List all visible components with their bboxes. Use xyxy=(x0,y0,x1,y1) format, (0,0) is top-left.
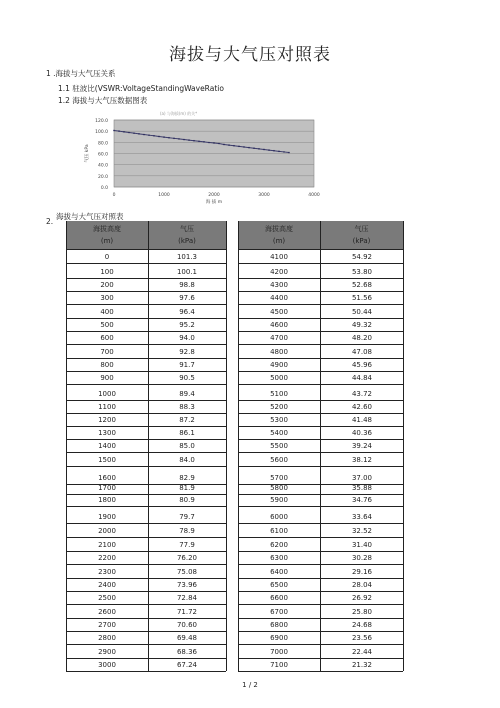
pressure-cell: 92.8 xyxy=(179,348,195,356)
pressure-cell: 69.48 xyxy=(176,634,198,642)
altitude-cell: 6600 xyxy=(270,594,288,602)
subsection-1-1: 1.1 驻波比(VSWR:VoltageStandingWaveRatio xyxy=(58,84,224,93)
altitude-cell: 4500 xyxy=(270,308,288,316)
altitude-cell: 1600 xyxy=(98,474,116,482)
data-point xyxy=(193,140,195,142)
table-rule xyxy=(66,304,226,305)
pressure-cell: 87.2 xyxy=(179,416,195,424)
data-point xyxy=(273,150,275,152)
altitude-cell: 6300 xyxy=(270,554,288,562)
altitude-cell: 4200 xyxy=(270,268,288,276)
altitude-cell: 800 xyxy=(100,361,114,369)
table-rule xyxy=(66,466,226,467)
pressure-cell: 100.1 xyxy=(176,268,198,276)
data-point xyxy=(248,147,250,149)
table-rule xyxy=(66,344,226,345)
table-rule xyxy=(66,384,226,385)
data-point xyxy=(233,145,235,147)
altitude-pressure-chart xyxy=(80,106,330,206)
altitude-cell: 1500 xyxy=(98,456,116,464)
data-point xyxy=(263,149,265,151)
altitude-cell: 4100 xyxy=(270,253,288,261)
data-point xyxy=(178,138,180,140)
y-axis-label: 气压 kPa xyxy=(85,144,90,163)
altitude-cell: 5900 xyxy=(270,496,288,504)
pressure-cell: 41.48 xyxy=(351,416,373,424)
y-tick-label: 80.0 xyxy=(97,141,108,147)
pressure-cell: 40.36 xyxy=(351,429,373,437)
altitude-cell: 2000 xyxy=(98,527,116,535)
altitude-cell: 700 xyxy=(100,348,114,356)
pressure-cell: 89.4 xyxy=(179,390,195,398)
pressure-cell: 84.0 xyxy=(179,456,195,464)
table-rule xyxy=(66,564,226,565)
pressure-cell: 21.32 xyxy=(351,661,373,669)
altitude-cell: 1700 xyxy=(98,484,116,492)
pressure-cell: 67.24 xyxy=(176,661,198,669)
altitude-cell: 2900 xyxy=(98,648,116,656)
altitude-cell: 1000 xyxy=(98,390,116,398)
data-point xyxy=(203,141,205,143)
pressure-cell: 44.84 xyxy=(351,374,373,382)
pressure-cell: 34.76 xyxy=(351,496,373,504)
pressure-cell: 101.3 xyxy=(176,253,198,261)
table-column-rule xyxy=(320,221,321,671)
pressure-cell: 81.9 xyxy=(179,484,195,492)
section2-number: 2. xyxy=(46,217,54,226)
altitude-cell: 6500 xyxy=(270,581,288,589)
data-point xyxy=(173,138,175,140)
pressure-cell: 37.00 xyxy=(351,474,373,482)
altitude-cell: 4300 xyxy=(270,281,288,289)
pressure-cell: 70.60 xyxy=(176,621,198,629)
pressure-cell: 47.08 xyxy=(351,348,373,356)
pressure-cell: 54.92 xyxy=(351,253,373,261)
y-tick-label: 40.0 xyxy=(97,163,108,169)
data-point xyxy=(113,130,115,132)
pressure-cell: 97.6 xyxy=(179,294,195,302)
pressure-cell: 43.72 xyxy=(351,390,373,398)
altitude-cell: 7000 xyxy=(270,648,288,656)
altitude-cell: 2700 xyxy=(98,621,116,629)
altitude-cell: 5100 xyxy=(270,390,288,398)
data-point xyxy=(278,151,280,153)
altitude-cell: 1200 xyxy=(98,416,116,424)
data-point xyxy=(268,149,270,151)
data-point xyxy=(208,142,210,144)
data-point xyxy=(138,133,140,135)
pressure-cell: 23.56 xyxy=(351,634,373,642)
y-tick-label: 20.0 xyxy=(97,174,108,180)
pressure-cell: 78.9 xyxy=(179,527,195,535)
table-rule xyxy=(66,537,226,538)
data-point xyxy=(158,136,160,138)
pressure-cell: 33.64 xyxy=(351,513,373,521)
altitude-cell: 5600 xyxy=(270,456,288,464)
x-tick-label: 1000 xyxy=(158,193,170,198)
data-point xyxy=(238,146,240,148)
altitude-cell: 2500 xyxy=(98,594,116,602)
table-rule xyxy=(66,263,226,264)
altitude-cell: 4800 xyxy=(270,348,288,356)
table-rule xyxy=(66,249,226,250)
pressure-cell: 96.4 xyxy=(179,308,195,316)
data-point xyxy=(228,144,230,146)
altitude-cell: 300 xyxy=(100,294,114,302)
altitude-cell: 100 xyxy=(100,268,114,276)
altitude-cell: 1100 xyxy=(98,403,116,411)
header-pressure-left: 气压 (kPa) xyxy=(178,225,196,245)
pressure-cell: 48.20 xyxy=(351,334,373,342)
pressure-cell: 71.72 xyxy=(176,608,198,616)
header-pressure-right: 气压 (kPa) xyxy=(352,225,371,245)
pressure-cell: 35.88 xyxy=(351,484,373,492)
data-point xyxy=(143,134,145,136)
altitude-cell: 5700 xyxy=(270,474,288,482)
data-point xyxy=(283,151,285,153)
altitude-cell: 4900 xyxy=(270,361,288,369)
data-point xyxy=(128,132,130,134)
altitude-cell: 500 xyxy=(100,321,114,329)
pressure-cell: 53.80 xyxy=(351,268,373,276)
pressure-cell: 73.96 xyxy=(176,581,198,589)
pressure-cell: 77.9 xyxy=(179,541,195,549)
pressure-cell: 45.96 xyxy=(351,361,373,369)
data-point xyxy=(288,152,290,154)
y-tick-label: 60.0 xyxy=(97,152,108,158)
header-altitude-right: 海拔高度 (m) xyxy=(265,225,293,245)
pressure-cell: 39.24 xyxy=(351,442,373,450)
altitude-cell: 5400 xyxy=(270,429,288,437)
altitude-cell: 2200 xyxy=(98,554,116,562)
altitude-cell: 1400 xyxy=(98,442,116,450)
pressure-cell: 38.12 xyxy=(351,456,373,464)
altitude-cell: 4700 xyxy=(270,334,288,342)
page-title: 海拔与大气压对照表 xyxy=(169,45,331,65)
table-rule xyxy=(238,671,403,672)
data-point xyxy=(123,131,125,133)
table-column-rule xyxy=(148,221,149,671)
pressure-cell: 95.2 xyxy=(179,321,195,329)
altitude-cell: 7100 xyxy=(270,661,288,669)
altitude-cell: 1800 xyxy=(98,496,116,504)
section1-heading: 1 .海拔与大气压关系 xyxy=(46,69,116,78)
data-point xyxy=(223,144,225,146)
altitude-cell: 6800 xyxy=(270,621,288,629)
x-axis-label: 海 拔 m xyxy=(205,200,223,205)
table-column-rule xyxy=(238,221,239,671)
table-column-rule xyxy=(66,221,67,671)
data-point xyxy=(183,139,185,141)
altitude-cell: 0 xyxy=(104,253,110,261)
pressure-cell: 25.80 xyxy=(351,608,373,616)
altitude-cell: 200 xyxy=(100,281,114,289)
data-point xyxy=(163,136,165,138)
altitude-cell: 2300 xyxy=(98,568,116,576)
pressure-cell: 28.04 xyxy=(351,581,373,589)
pressure-cell: 24.68 xyxy=(351,621,373,629)
table-rule xyxy=(66,523,226,524)
table-column-rule xyxy=(403,221,404,671)
data-point xyxy=(258,148,260,150)
pressure-cell: 98.8 xyxy=(179,281,195,289)
altitude-cell: 5000 xyxy=(270,374,288,382)
pressure-cell: 91.7 xyxy=(179,361,195,369)
data-point xyxy=(243,146,245,148)
table-rule xyxy=(66,604,226,605)
altitude-cell: 1300 xyxy=(98,429,116,437)
pressure-cell: 82.9 xyxy=(179,474,195,482)
table-rule xyxy=(66,671,226,672)
pressure-cell: 50.44 xyxy=(351,308,373,316)
page-number: 1 / 2 xyxy=(242,681,258,689)
pressure-cell: 86.1 xyxy=(179,429,195,437)
altitude-cell: 6900 xyxy=(270,634,288,642)
altitude-cell: 5800 xyxy=(270,484,288,492)
pressure-cell: 30.28 xyxy=(351,554,373,562)
altitude-cell: 5300 xyxy=(270,416,288,424)
x-tick-label: 3000 xyxy=(258,193,270,198)
altitude-cell: 2400 xyxy=(98,581,116,589)
data-point xyxy=(253,147,255,149)
x-tick-label: 2000 xyxy=(208,193,220,198)
altitude-cell: 2600 xyxy=(98,608,116,616)
table-rule xyxy=(66,452,226,453)
table-rule xyxy=(66,644,226,645)
header-altitude-left: 海拔高度 (m) xyxy=(93,225,121,245)
data-point xyxy=(118,130,120,132)
altitude-cell: 2800 xyxy=(98,634,116,642)
altitude-cell: 400 xyxy=(100,308,114,316)
altitude-cell: 3000 xyxy=(98,661,116,669)
y-tick-label: 100.0 xyxy=(95,130,108,136)
pressure-cell: 29.16 xyxy=(351,568,373,576)
pressure-cell: 80.9 xyxy=(179,496,195,504)
altitude-cell: 6000 xyxy=(270,513,288,521)
y-tick-label: 120.0 xyxy=(95,119,108,124)
altitude-cell: 6400 xyxy=(270,568,288,576)
pressure-cell: 32.52 xyxy=(351,527,373,535)
pressure-cell: 94.0 xyxy=(179,334,195,342)
data-point xyxy=(213,142,215,144)
subsection-1-2: 1.2 海拔与大气压数据图表 xyxy=(58,96,148,105)
x-tick-label: 0 xyxy=(112,193,116,198)
pressure-cell: 90.5 xyxy=(179,374,195,382)
pressure-cell: 68.36 xyxy=(176,648,198,656)
pressure-cell: 79.7 xyxy=(179,513,195,521)
altitude-cell: 6200 xyxy=(270,541,288,549)
data-point xyxy=(198,140,200,142)
data-point xyxy=(133,132,135,134)
pressure-cell: 72.84 xyxy=(176,594,198,602)
altitude-cell: 4400 xyxy=(270,294,288,302)
altitude-cell: 900 xyxy=(100,374,114,382)
altitude-cell: 4600 xyxy=(270,321,288,329)
chart-title: (a) 与海拔(m) 的关* xyxy=(160,111,198,116)
altitude-cell: 5500 xyxy=(270,442,288,450)
pressure-cell: 31.40 xyxy=(351,541,373,549)
table-rule xyxy=(66,506,226,507)
altitude-cell: 6100 xyxy=(270,527,288,535)
x-tick-label: 4000 xyxy=(308,193,320,198)
pressure-cell: 42.60 xyxy=(351,403,373,411)
pressure-cell: 76.20 xyxy=(176,554,198,562)
table-column-rule xyxy=(226,221,227,671)
data-point xyxy=(153,135,155,137)
data-point xyxy=(218,143,220,145)
altitude-cell: 5200 xyxy=(270,403,288,411)
data-point xyxy=(168,137,170,139)
pressure-cell: 26.92 xyxy=(351,594,373,602)
pressure-cell: 22.44 xyxy=(351,648,373,656)
section2-heading: 海拔与大气压对照表 xyxy=(56,212,124,221)
altitude-cell: 6700 xyxy=(270,608,288,616)
pressure-cell: 49.32 xyxy=(351,321,373,329)
y-tick-label: 0.0 xyxy=(100,186,108,191)
pressure-cell: 52.68 xyxy=(351,281,373,289)
pressure-cell: 85.0 xyxy=(179,442,195,450)
altitude-cell: 2100 xyxy=(98,541,116,549)
altitude-cell: 600 xyxy=(100,334,114,342)
altitude-cell: 1900 xyxy=(98,513,116,521)
pressure-cell: 51.56 xyxy=(351,294,373,302)
pressure-cell: 88.3 xyxy=(179,403,195,411)
pressure-cell: 75.08 xyxy=(176,568,198,576)
data-point xyxy=(188,139,190,141)
data-point xyxy=(148,134,150,136)
